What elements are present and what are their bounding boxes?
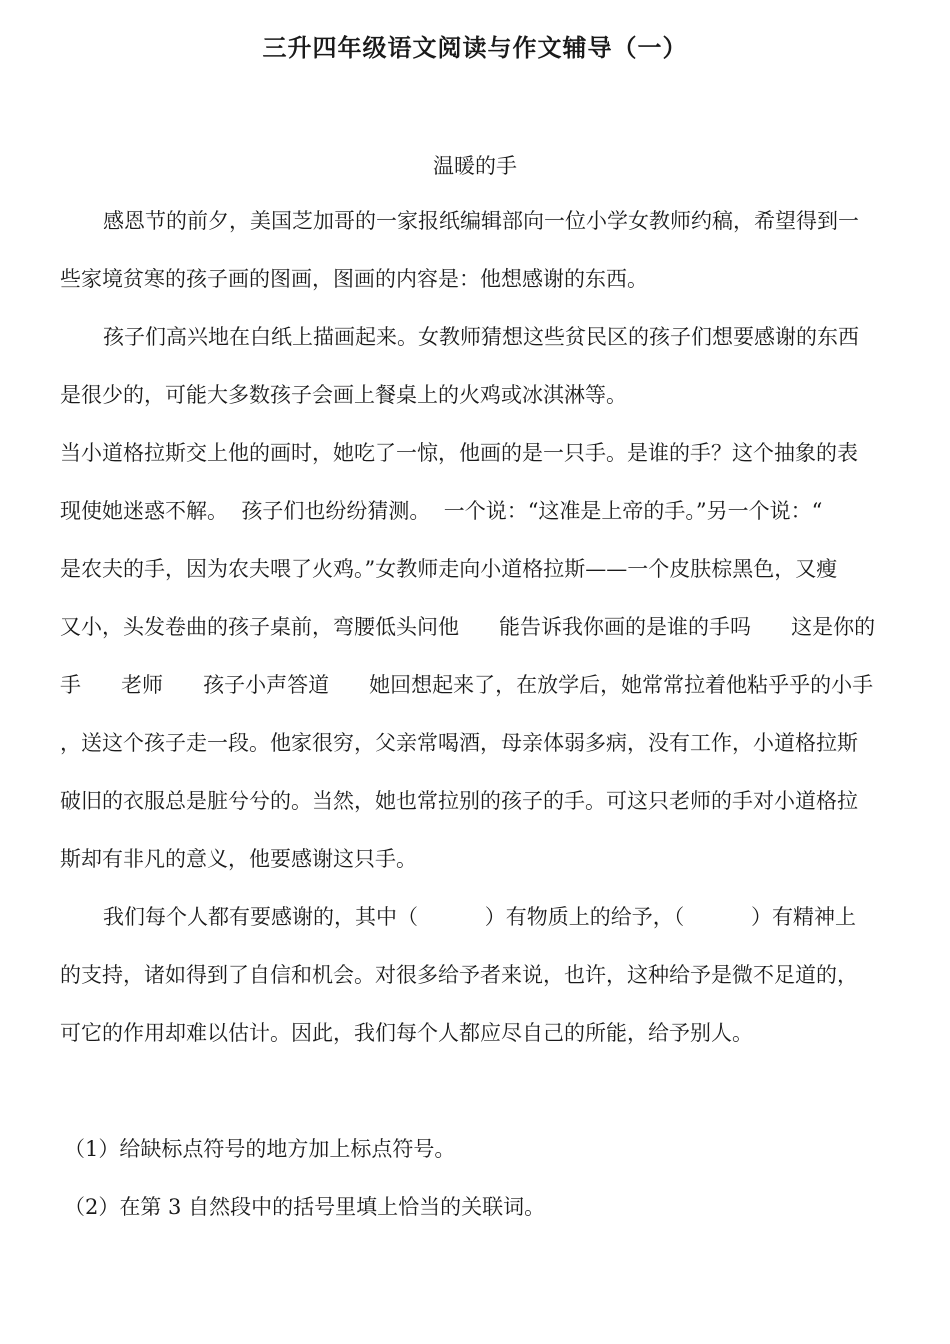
paragraph-line: 感恩节的前夕，美国芝加哥的一家报纸编辑部向一位小学女教师约稿，希望得到一	[103, 209, 859, 233]
paragraph-line: 些家境贫寒的孩子画的图画，图画的内容是：他想感谢的东西。	[60, 267, 648, 291]
paragraph-line: ，送这个孩子走一段。他家很穷，父亲常喝酒，母亲体弱多病，没有工作，小道格拉斯	[60, 731, 858, 755]
passage-title: 温暖的手	[433, 154, 517, 178]
paragraph-line: 孩子们高兴地在白纸上描画起来。女教师猜想这些贫民区的孩子们想要感谢的东西	[103, 325, 859, 349]
paragraph-line: 又小，头发卷曲的孩子桌前，弯腰低头问他 能告诉我你画的是谁的手吗 这是你的	[60, 615, 876, 639]
paragraph-line: 破旧的衣服总是脏兮兮的。当然，她也常拉别的孩子的手。可这只老师的手对小道格拉	[60, 789, 858, 813]
paragraph-line: 可它的作用却难以估计。因此，我们每个人都应尽自己的所能，给予别人。	[60, 1021, 753, 1045]
paragraph-line: 手 老师 孩子小声答道 她回想起来了，在放学后，她常常拉着他粘乎乎的小手	[60, 673, 874, 697]
paragraph-line: 当小道格拉斯交上他的画时，她吃了一惊，他画的是一只手。是谁的手？这个抽象的表	[60, 441, 858, 465]
document-title: 三升四年级语文阅读与作文辅导（一）	[262, 34, 688, 62]
paragraph-line: 的支持，诸如得到了自信和机会。对很多给予者来说，也许，这种给予是微不足道的，	[60, 963, 858, 987]
paragraph-line: 我们每个人都有要感谢的，其中（ ）有物质上的给予，（ ）有精神上	[103, 905, 857, 929]
paragraph-line: 是很少的，可能大多数孩子会画上餐桌上的火鸡或冰淇淋等。	[60, 383, 627, 407]
question-item: （2）在第 3 自然段中的括号里填上恰当的关联词。	[64, 1195, 546, 1219]
paragraph-line: 是农夫的手，因为农夫喂了火鸡。”女教师走向小道格拉斯——一个皮肤棕黑色，又瘦	[60, 557, 838, 581]
paragraph-line: 现使她迷惑不解。 孩子们也纷纷猜测。 一个说：“这准是上帝的手。”另一个说：“	[60, 499, 823, 523]
question-item: （1）给缺标点符号的地方加上标点符号。	[64, 1137, 456, 1161]
paragraph-line: 斯却有非凡的意义，他要感谢这只手。	[60, 847, 417, 871]
